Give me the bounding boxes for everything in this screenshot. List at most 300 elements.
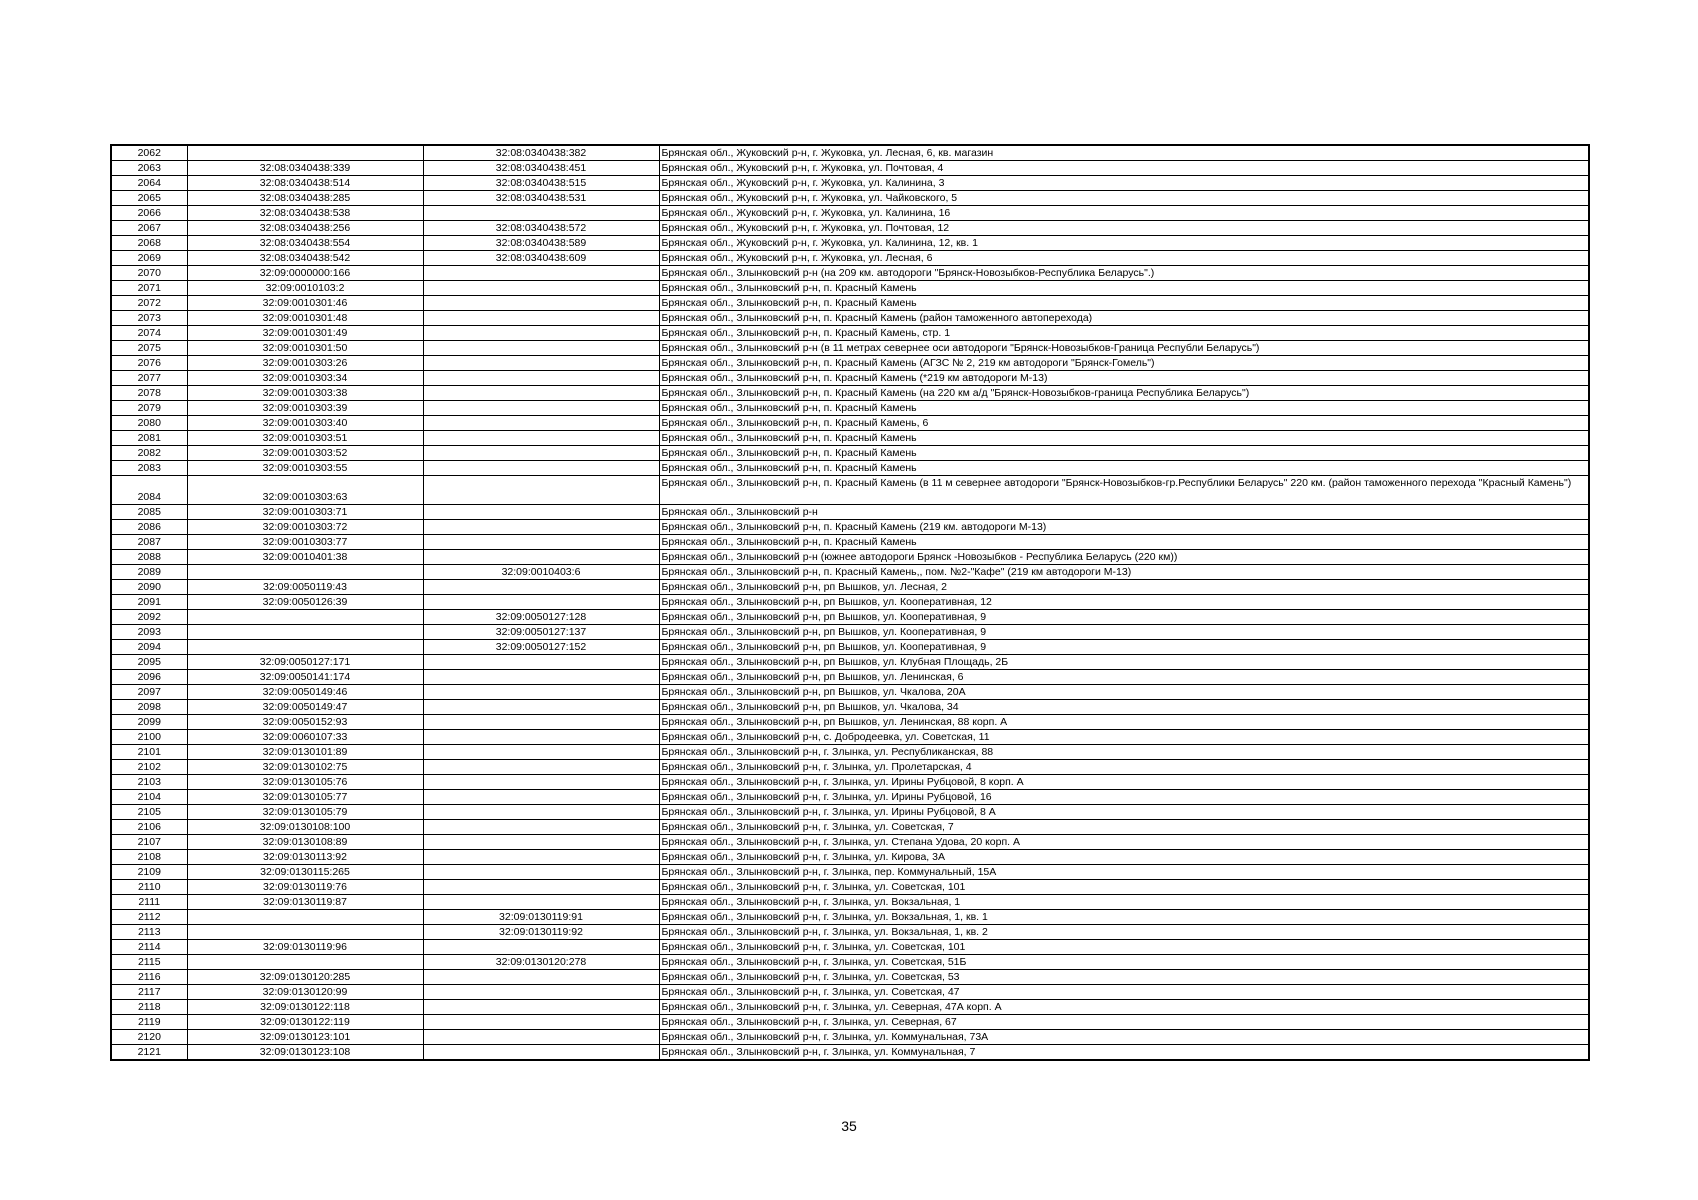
page-number: 35 (841, 1118, 857, 1134)
related-cadastral-number-cell (423, 865, 659, 880)
cadastral-number-cell: 32:09:0130101:89 (187, 745, 423, 760)
address-cell: Брянская обл., Злынковский р-н, рп Вышков, ул. Кооперативная, 12 (659, 595, 1589, 610)
row-number-cell: 2080 (111, 416, 187, 431)
table-row (111, 416, 1589, 431)
row-number-cell: 2063 (111, 161, 187, 176)
cadastral-number-cell: 32:09:0010303:55 (187, 461, 423, 476)
cadastral-number-cell: 32:09:0010103:2 (187, 281, 423, 296)
related-cadastral-number-cell: 32:09:0130119:92 (423, 925, 659, 940)
table-row (111, 386, 1589, 401)
table-row (111, 715, 1589, 730)
address-cell: Брянская обл., Злынковский р-н, г. Злынка, ул. Советская, 7 (659, 820, 1589, 835)
table-row (111, 176, 1589, 191)
row-number-cell: 2100 (111, 730, 187, 745)
address-cell: Брянская обл., Злынковский р-н, г. Злынка, ул. Вокзальная, 1 (659, 895, 1589, 910)
row-number-cell: 2109 (111, 865, 187, 880)
cadastral-number-cell: 32:09:0060107:33 (187, 730, 423, 745)
row-number-cell: 2071 (111, 281, 187, 296)
address-cell: Брянская обл., Жуковский р-н, г. Жуковка, ул. Чайковского, 5 (659, 191, 1589, 206)
table-row (111, 1000, 1589, 1015)
related-cadastral-number-cell: 32:09:0130119:91 (423, 910, 659, 925)
table-row (111, 985, 1589, 1000)
related-cadastral-number-cell (423, 341, 659, 356)
cadastral-number-cell: 32:09:0050141:174 (187, 670, 423, 685)
cadastral-number-cell: 32:09:0130119:76 (187, 880, 423, 895)
row-number-cell: 2121 (111, 1045, 187, 1061)
address-cell: Брянская обл., Злынковский р-н, г. Злынка, ул. Кирова, 3А (659, 850, 1589, 865)
row-number-cell: 2072 (111, 296, 187, 311)
address-cell: Брянская обл., Злынковский р-н (южнее автодороги Брянск -Новозыбков - Республика Беларусь (220 км)) (659, 550, 1589, 565)
address-cell: Брянская обл., Злынковский р-н, г. Злынка, ул. Ирины Рубцовой, 8 А (659, 805, 1589, 820)
table-row (111, 580, 1589, 595)
related-cadastral-number-cell (423, 835, 659, 850)
cadastral-number-cell: 32:09:0130119:87 (187, 895, 423, 910)
address-cell: Брянская обл., Злынковский р-н (в 11 метрах севернее оси автодороги "Брянск-Новозыбков-Граница Республи Беларусь") (659, 341, 1589, 356)
related-cadastral-number-cell (423, 505, 659, 520)
row-number-cell: 2094 (111, 640, 187, 655)
cadastral-number-cell: 32:08:0340438:339 (187, 161, 423, 176)
cadastral-number-cell: 32:09:0050127:171 (187, 655, 423, 670)
address-cell: Брянская обл., Злынковский р-н, п. Красный Камень (АГЗС № 2, 219 км автодороги "Брянск-Гомель") (659, 356, 1589, 371)
related-cadastral-number-cell (423, 416, 659, 431)
related-cadastral-number-cell (423, 715, 659, 730)
related-cadastral-number-cell (423, 386, 659, 401)
row-number-cell: 2115 (111, 955, 187, 970)
related-cadastral-number-cell: 32:08:0340438:515 (423, 176, 659, 191)
cadastral-number-cell (187, 910, 423, 925)
address-cell: Брянская обл., Жуковский р-н, г. Жуковка, ул. Калинина, 3 (659, 176, 1589, 191)
address-cell: Брянская обл., Жуковский р-н, г. Жуковка, ул. Почтовая, 4 (659, 161, 1589, 176)
table-row (111, 895, 1589, 910)
address-cell: Брянская обл., Злынковский р-н (на 209 км. автодороги "Брянск-Новозыбков-Республика Беларусь".) (659, 266, 1589, 281)
cadastral-number-cell (187, 955, 423, 970)
row-number-cell: 2095 (111, 655, 187, 670)
cadastral-number-cell: 32:09:0130120:285 (187, 970, 423, 985)
related-cadastral-number-cell (423, 266, 659, 281)
row-number-cell: 2081 (111, 431, 187, 446)
row-number-cell: 2106 (111, 820, 187, 835)
address-cell: Брянская обл., Злынковский р-н, г. Злынка, ул. Степана Удова, 20 корп. А (659, 835, 1589, 850)
row-number-cell: 2066 (111, 206, 187, 221)
row-number-cell: 2074 (111, 326, 187, 341)
row-number-cell: 2113 (111, 925, 187, 940)
address-cell: Брянская обл., Злынковский р-н, г. Злынка, ул. Советская, 101 (659, 940, 1589, 955)
address-cell: Брянская обл., Злынковский р-н, п. Красный Камень (район таможенного автоперехода) (659, 311, 1589, 326)
table-row (111, 401, 1589, 416)
cadastral-number-cell: 32:09:0010301:46 (187, 296, 423, 311)
address-cell: Брянская обл., Злынковский р-н, рп Вышков, ул. Ленинская, 6 (659, 670, 1589, 685)
cadastral-number-cell: 32:09:0010303:34 (187, 371, 423, 386)
address-cell: Брянская обл., Злынковский р-н, г. Злынка, ул. Северная, 67 (659, 1015, 1589, 1030)
related-cadastral-number-cell (423, 296, 659, 311)
table-row (111, 326, 1589, 341)
row-number-cell: 2102 (111, 760, 187, 775)
table-row (111, 1045, 1589, 1061)
address-cell: Брянская обл., Злынковский р-н, г. Злынка, ул. Республиканская, 88 (659, 745, 1589, 760)
related-cadastral-number-cell (423, 371, 659, 386)
row-number-cell: 2107 (111, 835, 187, 850)
address-cell: Брянская обл., Жуковский р-н, г. Жуковка, ул. Лесная, 6 (659, 251, 1589, 266)
row-number-cell: 2085 (111, 505, 187, 520)
related-cadastral-number-cell (423, 595, 659, 610)
related-cadastral-number-cell (423, 775, 659, 790)
table-row (111, 655, 1589, 670)
cadastral-number-cell: 32:09:0130120:99 (187, 985, 423, 1000)
related-cadastral-number-cell (423, 1030, 659, 1045)
row-number-cell: 2099 (111, 715, 187, 730)
cadastral-number-cell: 32:09:0130108:100 (187, 820, 423, 835)
address-cell: Брянская обл., Злынковский р-н, п. Красный Камень,, пом. №2-"Кафе" (219 км автодороги М-13) (659, 565, 1589, 580)
table-row (111, 161, 1589, 176)
row-number-cell: 2087 (111, 535, 187, 550)
cadastral-number-cell: 32:09:0010303:71 (187, 505, 423, 520)
address-cell: Брянская обл., Злынковский р-н, г. Злынка, ул. Ирины Рубцовой, 16 (659, 790, 1589, 805)
related-cadastral-number-cell: 32:08:0340438:382 (423, 145, 659, 161)
row-number-cell: 2112 (111, 910, 187, 925)
cadastral-number-cell (187, 925, 423, 940)
row-number-cell: 2105 (111, 805, 187, 820)
cadastral-number-cell: 32:09:0130115:265 (187, 865, 423, 880)
table-row (111, 685, 1589, 700)
row-number-cell: 2093 (111, 625, 187, 640)
related-cadastral-number-cell (423, 880, 659, 895)
address-cell: Брянская обл., Злынковский р-н, п. Красный Камень (659, 281, 1589, 296)
related-cadastral-number-cell (423, 206, 659, 221)
row-number-cell: 2119 (111, 1015, 187, 1030)
cadastral-number-cell: 32:09:0130122:119 (187, 1015, 423, 1030)
table-row (111, 520, 1589, 535)
cadastral-number-cell: 32:09:0130123:108 (187, 1045, 423, 1061)
address-cell: Брянская обл., Злынковский р-н, рп Вышков, ул. Клубная Площадь, 2Б (659, 655, 1589, 670)
row-number-cell: 2117 (111, 985, 187, 1000)
cadastral-number-cell: 32:09:0130123:101 (187, 1030, 423, 1045)
cadastral-number-cell: 32:09:0010301:50 (187, 341, 423, 356)
table-row (111, 431, 1589, 446)
table-row (111, 296, 1589, 311)
row-number-cell: 2079 (111, 401, 187, 416)
related-cadastral-number-cell: 32:08:0340438:609 (423, 251, 659, 266)
table-row (111, 356, 1589, 371)
row-number-cell: 2067 (111, 221, 187, 236)
address-cell: Брянская обл., Жуковский р-н, г. Жуковка, ул. Калинина, 12, кв. 1 (659, 236, 1589, 251)
row-number-cell: 2108 (111, 850, 187, 865)
row-number-cell: 2104 (111, 790, 187, 805)
address-cell: Брянская обл., Жуковский р-н, г. Жуковка, ул. Почтовая, 12 (659, 221, 1589, 236)
related-cadastral-number-cell (423, 730, 659, 745)
address-cell: Брянская обл., Злынковский р-н, с. Добродеевка, ул. Советская, 11 (659, 730, 1589, 745)
address-cell: Брянская обл., Жуковский р-н, г. Жуковка, ул. Калинина, 16 (659, 206, 1589, 221)
cadastral-number-cell: 32:09:0010303:26 (187, 356, 423, 371)
registry-table-body (111, 145, 1589, 1060)
address-cell: Брянская обл., Злынковский р-н, г. Злынка, ул. Северная, 47А корп. А (659, 1000, 1589, 1015)
table-row (111, 535, 1589, 550)
cadastral-number-cell: 32:09:0010401:38 (187, 550, 423, 565)
related-cadastral-number-cell: 32:09:0010403:6 (423, 565, 659, 580)
row-number-cell: 2077 (111, 371, 187, 386)
cadastral-number-cell: 32:09:0010303:77 (187, 535, 423, 550)
table-row (111, 476, 1589, 505)
address-cell: Брянская обл., Злынковский р-н, п. Красный Камень (в 11 м севернее автодороги "Брянск-Новозыбков-гр.Республики Беларусь" 220 км. (район таможенного перехода "Красный Камень") (659, 476, 1589, 505)
related-cadastral-number-cell (423, 985, 659, 1000)
address-cell: Брянская обл., Злынковский р-н, п. Красный Камень (659, 461, 1589, 476)
table-row (111, 595, 1589, 610)
cadastral-number-cell: 32:09:0050149:46 (187, 685, 423, 700)
address-cell: Брянская обл., Злынковский р-н, п. Красный Камень (659, 401, 1589, 416)
cadastral-number-cell: 32:09:0130105:76 (187, 775, 423, 790)
row-number-cell: 2073 (111, 311, 187, 326)
table-row (111, 745, 1589, 760)
row-number-cell: 2090 (111, 580, 187, 595)
table-row (111, 880, 1589, 895)
cadastral-number-cell: 32:09:0130105:77 (187, 790, 423, 805)
address-cell: Брянская обл., Злынковский р-н, п. Красный Камень (219 км. автодороги М-13) (659, 520, 1589, 535)
cadastral-number-cell: 32:09:0010301:49 (187, 326, 423, 341)
cadastral-number-cell: 32:09:0050119:43 (187, 580, 423, 595)
related-cadastral-number-cell: 32:09:0050127:137 (423, 625, 659, 640)
related-cadastral-number-cell (423, 520, 659, 535)
address-cell: Брянская обл., Злынковский р-н, г. Злынка, ул. Ирины Рубцовой, 8 корп. А (659, 775, 1589, 790)
address-cell: Брянская обл., Злынковский р-н, рп Вышков, ул. Кооперативная, 9 (659, 610, 1589, 625)
related-cadastral-number-cell (423, 446, 659, 461)
cadastral-number-cell: 32:09:0130113:92 (187, 850, 423, 865)
table-row (111, 371, 1589, 386)
address-cell: Брянская обл., Злынковский р-н, г. Злынка, пер. Коммунальный, 15А (659, 865, 1589, 880)
cadastral-number-cell (187, 625, 423, 640)
row-number-cell: 2098 (111, 700, 187, 715)
row-number-cell: 2078 (111, 386, 187, 401)
cadastral-number-cell: 32:09:0010303:51 (187, 431, 423, 446)
related-cadastral-number-cell (423, 461, 659, 476)
address-cell: Брянская обл., Злынковский р-н (659, 505, 1589, 520)
related-cadastral-number-cell (423, 326, 659, 341)
related-cadastral-number-cell (423, 401, 659, 416)
row-number-cell: 2076 (111, 356, 187, 371)
table-row (111, 206, 1589, 221)
address-cell: Брянская обл., Злынковский р-н, г. Злынка, ул. Советская, 101 (659, 880, 1589, 895)
row-number-cell: 2101 (111, 745, 187, 760)
related-cadastral-number-cell (423, 655, 659, 670)
table-row (111, 955, 1589, 970)
table-row (111, 266, 1589, 281)
table-row (111, 910, 1589, 925)
address-cell: Брянская обл., Злынковский р-н, рп Вышков, ул. Лесная, 2 (659, 580, 1589, 595)
table-row (111, 281, 1589, 296)
row-number-cell: 2084 (111, 476, 187, 505)
cadastral-number-cell: 32:08:0340438:542 (187, 251, 423, 266)
table-row (111, 550, 1589, 565)
related-cadastral-number-cell (423, 311, 659, 326)
row-number-cell: 2118 (111, 1000, 187, 1015)
cadastral-number-cell: 32:09:0010303:40 (187, 416, 423, 431)
related-cadastral-number-cell (423, 940, 659, 955)
related-cadastral-number-cell: 32:08:0340438:589 (423, 236, 659, 251)
row-number-cell: 2096 (111, 670, 187, 685)
table-row (111, 820, 1589, 835)
cadastral-number-cell: 32:08:0340438:256 (187, 221, 423, 236)
cadastral-number-cell (187, 145, 423, 161)
address-cell: Брянская обл., Злынковский р-н, г. Злынка, ул. Вокзальная, 1, кв. 2 (659, 925, 1589, 940)
address-cell: Брянская обл., Злынковский р-н, г. Злынка, ул. Советская, 53 (659, 970, 1589, 985)
address-cell: Брянская обл., Злынковский р-н, г. Злынка, ул. Коммунальная, 7 (659, 1045, 1589, 1061)
row-number-cell: 2086 (111, 520, 187, 535)
row-number-cell: 2116 (111, 970, 187, 985)
related-cadastral-number-cell (423, 550, 659, 565)
cadastral-number-cell: 32:08:0340438:554 (187, 236, 423, 251)
row-number-cell: 2068 (111, 236, 187, 251)
address-cell: Брянская обл., Злынковский р-н, г. Злынка, ул. Советская, 47 (659, 985, 1589, 1000)
cadastral-number-cell: 32:09:0010303:72 (187, 520, 423, 535)
table-row (111, 775, 1589, 790)
row-number-cell: 2070 (111, 266, 187, 281)
related-cadastral-number-cell: 32:09:0130120:278 (423, 955, 659, 970)
related-cadastral-number-cell (423, 805, 659, 820)
related-cadastral-number-cell (423, 895, 659, 910)
table-row (111, 341, 1589, 356)
table-row (111, 970, 1589, 985)
address-cell: Брянская обл., Злынковский р-н, п. Красный Камень (659, 431, 1589, 446)
related-cadastral-number-cell (423, 790, 659, 805)
table-row (111, 1030, 1589, 1045)
address-cell: Брянская обл., Жуковский р-н, г. Жуковка, ул. Лесная, 6, кв. магазин (659, 145, 1589, 161)
table-row (111, 446, 1589, 461)
related-cadastral-number-cell (423, 431, 659, 446)
cadastral-number-cell: 32:09:0050126:39 (187, 595, 423, 610)
table-row (111, 610, 1589, 625)
address-cell: Брянская обл., Злынковский р-н, рп Вышков, ул. Кооперативная, 9 (659, 625, 1589, 640)
address-cell: Брянская обл., Злынковский р-н, г. Злынка, ул. Коммунальная, 73А (659, 1030, 1589, 1045)
row-number-cell: 2065 (111, 191, 187, 206)
row-number-cell: 2069 (111, 251, 187, 266)
cadastral-number-cell: 32:09:0010301:48 (187, 311, 423, 326)
cadastral-number-cell: 32:09:0130102:75 (187, 760, 423, 775)
cadastral-number-cell: 32:09:0050149:47 (187, 700, 423, 715)
table-row (111, 865, 1589, 880)
cadastral-number-cell: 32:08:0340438:285 (187, 191, 423, 206)
related-cadastral-number-cell (423, 970, 659, 985)
table-row (111, 251, 1589, 266)
related-cadastral-number-cell: 32:09:0050127:128 (423, 610, 659, 625)
address-cell: Брянская обл., Злынковский р-н, рп Вышков, ул. Ленинская, 88 корп. А (659, 715, 1589, 730)
cadastral-number-cell: 32:09:0000000:166 (187, 266, 423, 281)
related-cadastral-number-cell (423, 281, 659, 296)
cadastral-number-cell: 32:09:0010303:52 (187, 446, 423, 461)
related-cadastral-number-cell (423, 820, 659, 835)
related-cadastral-number-cell (423, 1000, 659, 1015)
address-cell: Брянская обл., Злынковский р-н, п. Красный Камень (659, 296, 1589, 311)
related-cadastral-number-cell (423, 580, 659, 595)
address-cell: Брянская обл., Злынковский р-н, п. Красный Камень (659, 535, 1589, 550)
cadastral-number-cell: 32:09:0130105:79 (187, 805, 423, 820)
table-row (111, 760, 1589, 775)
address-cell: Брянская обл., Злынковский р-н, п. Красный Камень (659, 446, 1589, 461)
table-row (111, 925, 1589, 940)
table-row (111, 700, 1589, 715)
cadastral-number-cell: 32:09:0010303:39 (187, 401, 423, 416)
related-cadastral-number-cell (423, 1045, 659, 1061)
table-row (111, 625, 1589, 640)
row-number-cell: 2064 (111, 176, 187, 191)
related-cadastral-number-cell: 32:08:0340438:451 (423, 161, 659, 176)
cadastral-number-cell: 32:09:0010303:38 (187, 386, 423, 401)
related-cadastral-number-cell (423, 670, 659, 685)
related-cadastral-number-cell: 32:08:0340438:572 (423, 221, 659, 236)
address-cell: Брянская обл., Злынковский р-н, г. Злынка, ул. Вокзальная, 1, кв. 1 (659, 910, 1589, 925)
cadastral-number-cell: 32:09:0050152:93 (187, 715, 423, 730)
address-cell: Брянская обл., Злынковский р-н, п. Красный Камень (на 220 км а/д "Брянск-Новозыбков-граница Республика Беларусь") (659, 386, 1589, 401)
address-cell: Брянская обл., Злынковский р-н, п. Красный Камень (*219 км автодороги М-13) (659, 371, 1589, 386)
related-cadastral-number-cell (423, 1015, 659, 1030)
related-cadastral-number-cell (423, 850, 659, 865)
table-row (111, 461, 1589, 476)
related-cadastral-number-cell (423, 476, 659, 505)
table-row (111, 640, 1589, 655)
table-row (111, 565, 1589, 580)
cadastral-number-cell (187, 565, 423, 580)
address-cell: Брянская обл., Злынковский р-н, г. Злынка, ул. Пролетарская, 4 (659, 760, 1589, 775)
table-row (111, 1015, 1589, 1030)
cadastral-number-cell: 32:09:0010303:63 (187, 476, 423, 505)
cadastral-number-cell: 32:09:0130122:118 (187, 1000, 423, 1015)
table-row (111, 236, 1589, 251)
table-row (111, 850, 1589, 865)
table-row (111, 670, 1589, 685)
table-row (111, 790, 1589, 805)
cadastral-number-cell: 32:08:0340438:538 (187, 206, 423, 221)
row-number-cell: 2111 (111, 895, 187, 910)
address-cell: Брянская обл., Злынковский р-н, п. Красный Камень, 6 (659, 416, 1589, 431)
row-number-cell: 2091 (111, 595, 187, 610)
row-number-cell: 2083 (111, 461, 187, 476)
related-cadastral-number-cell (423, 745, 659, 760)
table-row (111, 730, 1589, 745)
cadastral-number-cell (187, 610, 423, 625)
related-cadastral-number-cell (423, 700, 659, 715)
table-row (111, 835, 1589, 850)
cadastral-number-cell (187, 640, 423, 655)
table-row (111, 805, 1589, 820)
row-number-cell: 2114 (111, 940, 187, 955)
table-row (111, 221, 1589, 236)
address-cell: Брянская обл., Злынковский р-н, рп Вышков, ул. Чкалова, 34 (659, 700, 1589, 715)
row-number-cell: 2097 (111, 685, 187, 700)
table-row (111, 505, 1589, 520)
cadastral-number-cell: 32:09:0130108:89 (187, 835, 423, 850)
related-cadastral-number-cell (423, 685, 659, 700)
row-number-cell: 2120 (111, 1030, 187, 1045)
row-number-cell: 2082 (111, 446, 187, 461)
table-row (111, 191, 1589, 206)
registry-table (110, 144, 1590, 1061)
address-cell: Брянская обл., Злынковский р-н, п. Красный Камень, стр. 1 (659, 326, 1589, 341)
related-cadastral-number-cell (423, 535, 659, 550)
address-cell: Брянская обл., Злынковский р-н, рп Вышков, ул. Чкалова, 20А (659, 685, 1589, 700)
row-number-cell: 2103 (111, 775, 187, 790)
cadastral-number-cell: 32:09:0130119:96 (187, 940, 423, 955)
row-number-cell: 2088 (111, 550, 187, 565)
related-cadastral-number-cell: 32:08:0340438:531 (423, 191, 659, 206)
row-number-cell: 2089 (111, 565, 187, 580)
table-row (111, 311, 1589, 326)
row-number-cell: 2062 (111, 145, 187, 161)
related-cadastral-number-cell (423, 356, 659, 371)
table-row (111, 940, 1589, 955)
address-cell: Брянская обл., Злынковский р-н, г. Злынка, ул. Советская, 51Б (659, 955, 1589, 970)
row-number-cell: 2092 (111, 610, 187, 625)
related-cadastral-number-cell: 32:09:0050127:152 (423, 640, 659, 655)
address-cell: Брянская обл., Злынковский р-н, рп Вышков, ул. Кооперативная, 9 (659, 640, 1589, 655)
related-cadastral-number-cell (423, 760, 659, 775)
cadastral-number-cell: 32:08:0340438:514 (187, 176, 423, 191)
